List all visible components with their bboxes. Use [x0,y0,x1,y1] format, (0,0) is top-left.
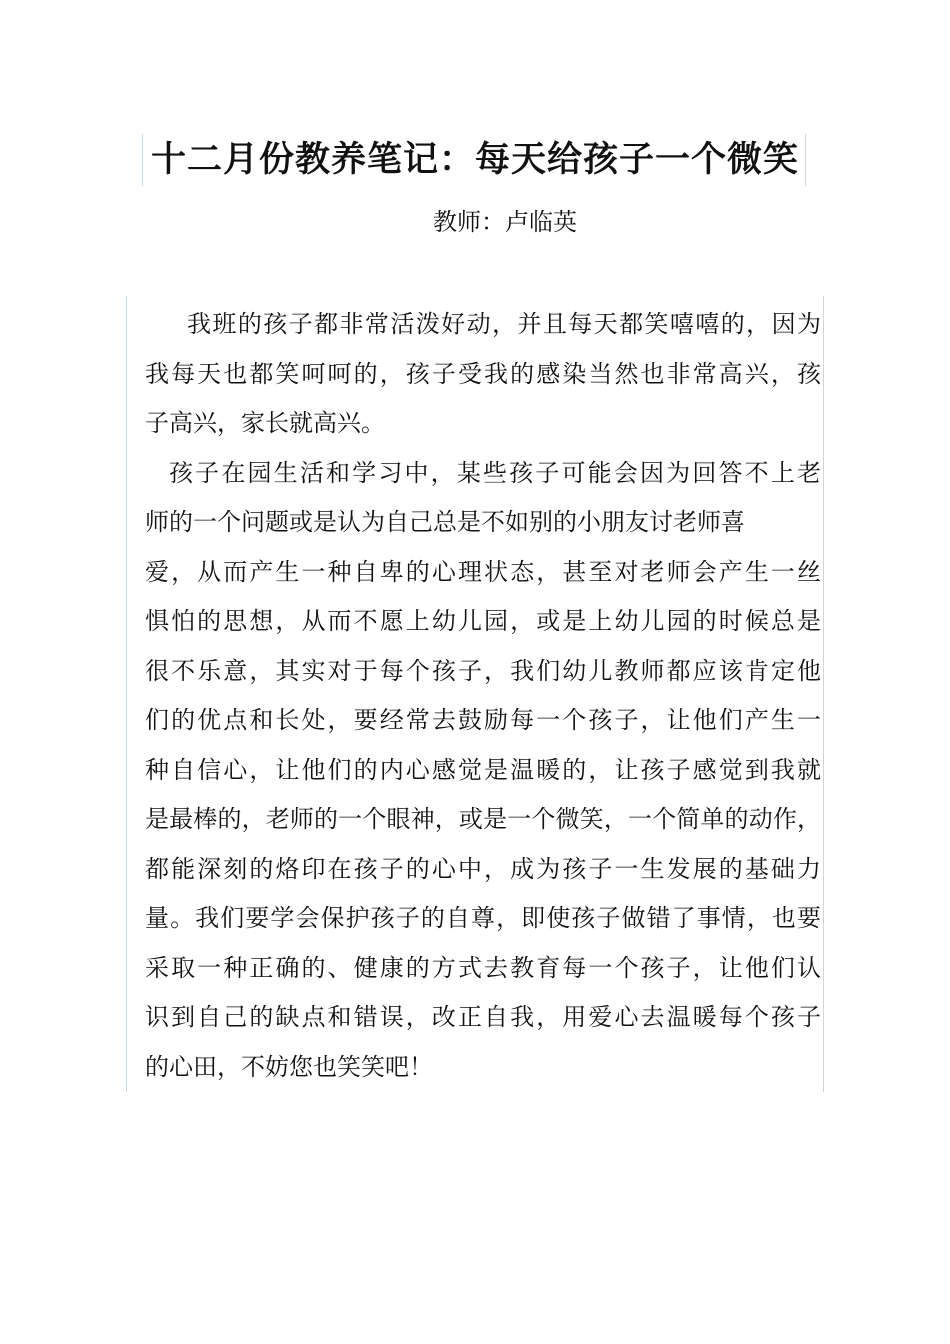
text-line: 量。我们要学会保护孩子的自尊，即使孩子做错了事情，也要 [145,904,821,932]
paragraph-1 [145,300,821,449]
text-line: 采取一种正确的、健康的方式去教育每一个孩子，让他们认 [145,953,821,982]
text-line: 识到自己的缺点和错误，改正自我，用爱心去温暖每个孩子 [145,1003,821,1031]
document-title: 十二月份教养笔记：每天给孩子一个微笑 [150,139,799,180]
text-line: 爱，从而产生一种自卑的心理状态，甚至对老师会产生一丝 [145,557,821,586]
author-line: 教师：卢临英 [433,208,577,236]
text-line: 是最棒的，老师的一个眼神，或是一个微笑，一个简单的动作， [145,805,821,833]
document-body [145,300,821,1092]
text-line: 子高兴，家长就高兴。 [145,409,385,437]
text-line: 都能深刻的烙印在孩子的心中，成为孩子一生发展的基础力 [145,854,821,883]
text-line: 惧怕的思想，从而不愿上幼儿园，或是上幼儿园的时候总是 [145,607,821,635]
text-line: 们的优点和长处，要经常去鼓励每一个孩子，让他们产生一 [145,706,821,734]
text-line: 种自信心，让他们的内心感觉是温暖的，让孩子感觉到我就 [145,755,821,784]
text-line: 我班的孩子都非常活泼好动，并且每天都笑嘻嘻的，因为 [187,310,821,338]
text-line: 师的一个问题或是认为自己总是不如别的小朋友讨老师喜 [145,508,745,536]
text-line: 孩子在园生活和学习中，某些孩子可能会因为回答不上老 [169,458,821,487]
text-line: 我每天也都笑呵呵的，孩子受我的感染当然也非常高兴，孩 [145,359,821,388]
text-line: 很不乐意，其实对于每个孩子，我们幼儿教师都应该肯定他 [145,656,821,685]
paragraph-2 [145,449,821,1093]
text-line: 的心田，不妨您也笑笑吧！ [145,1052,433,1081]
